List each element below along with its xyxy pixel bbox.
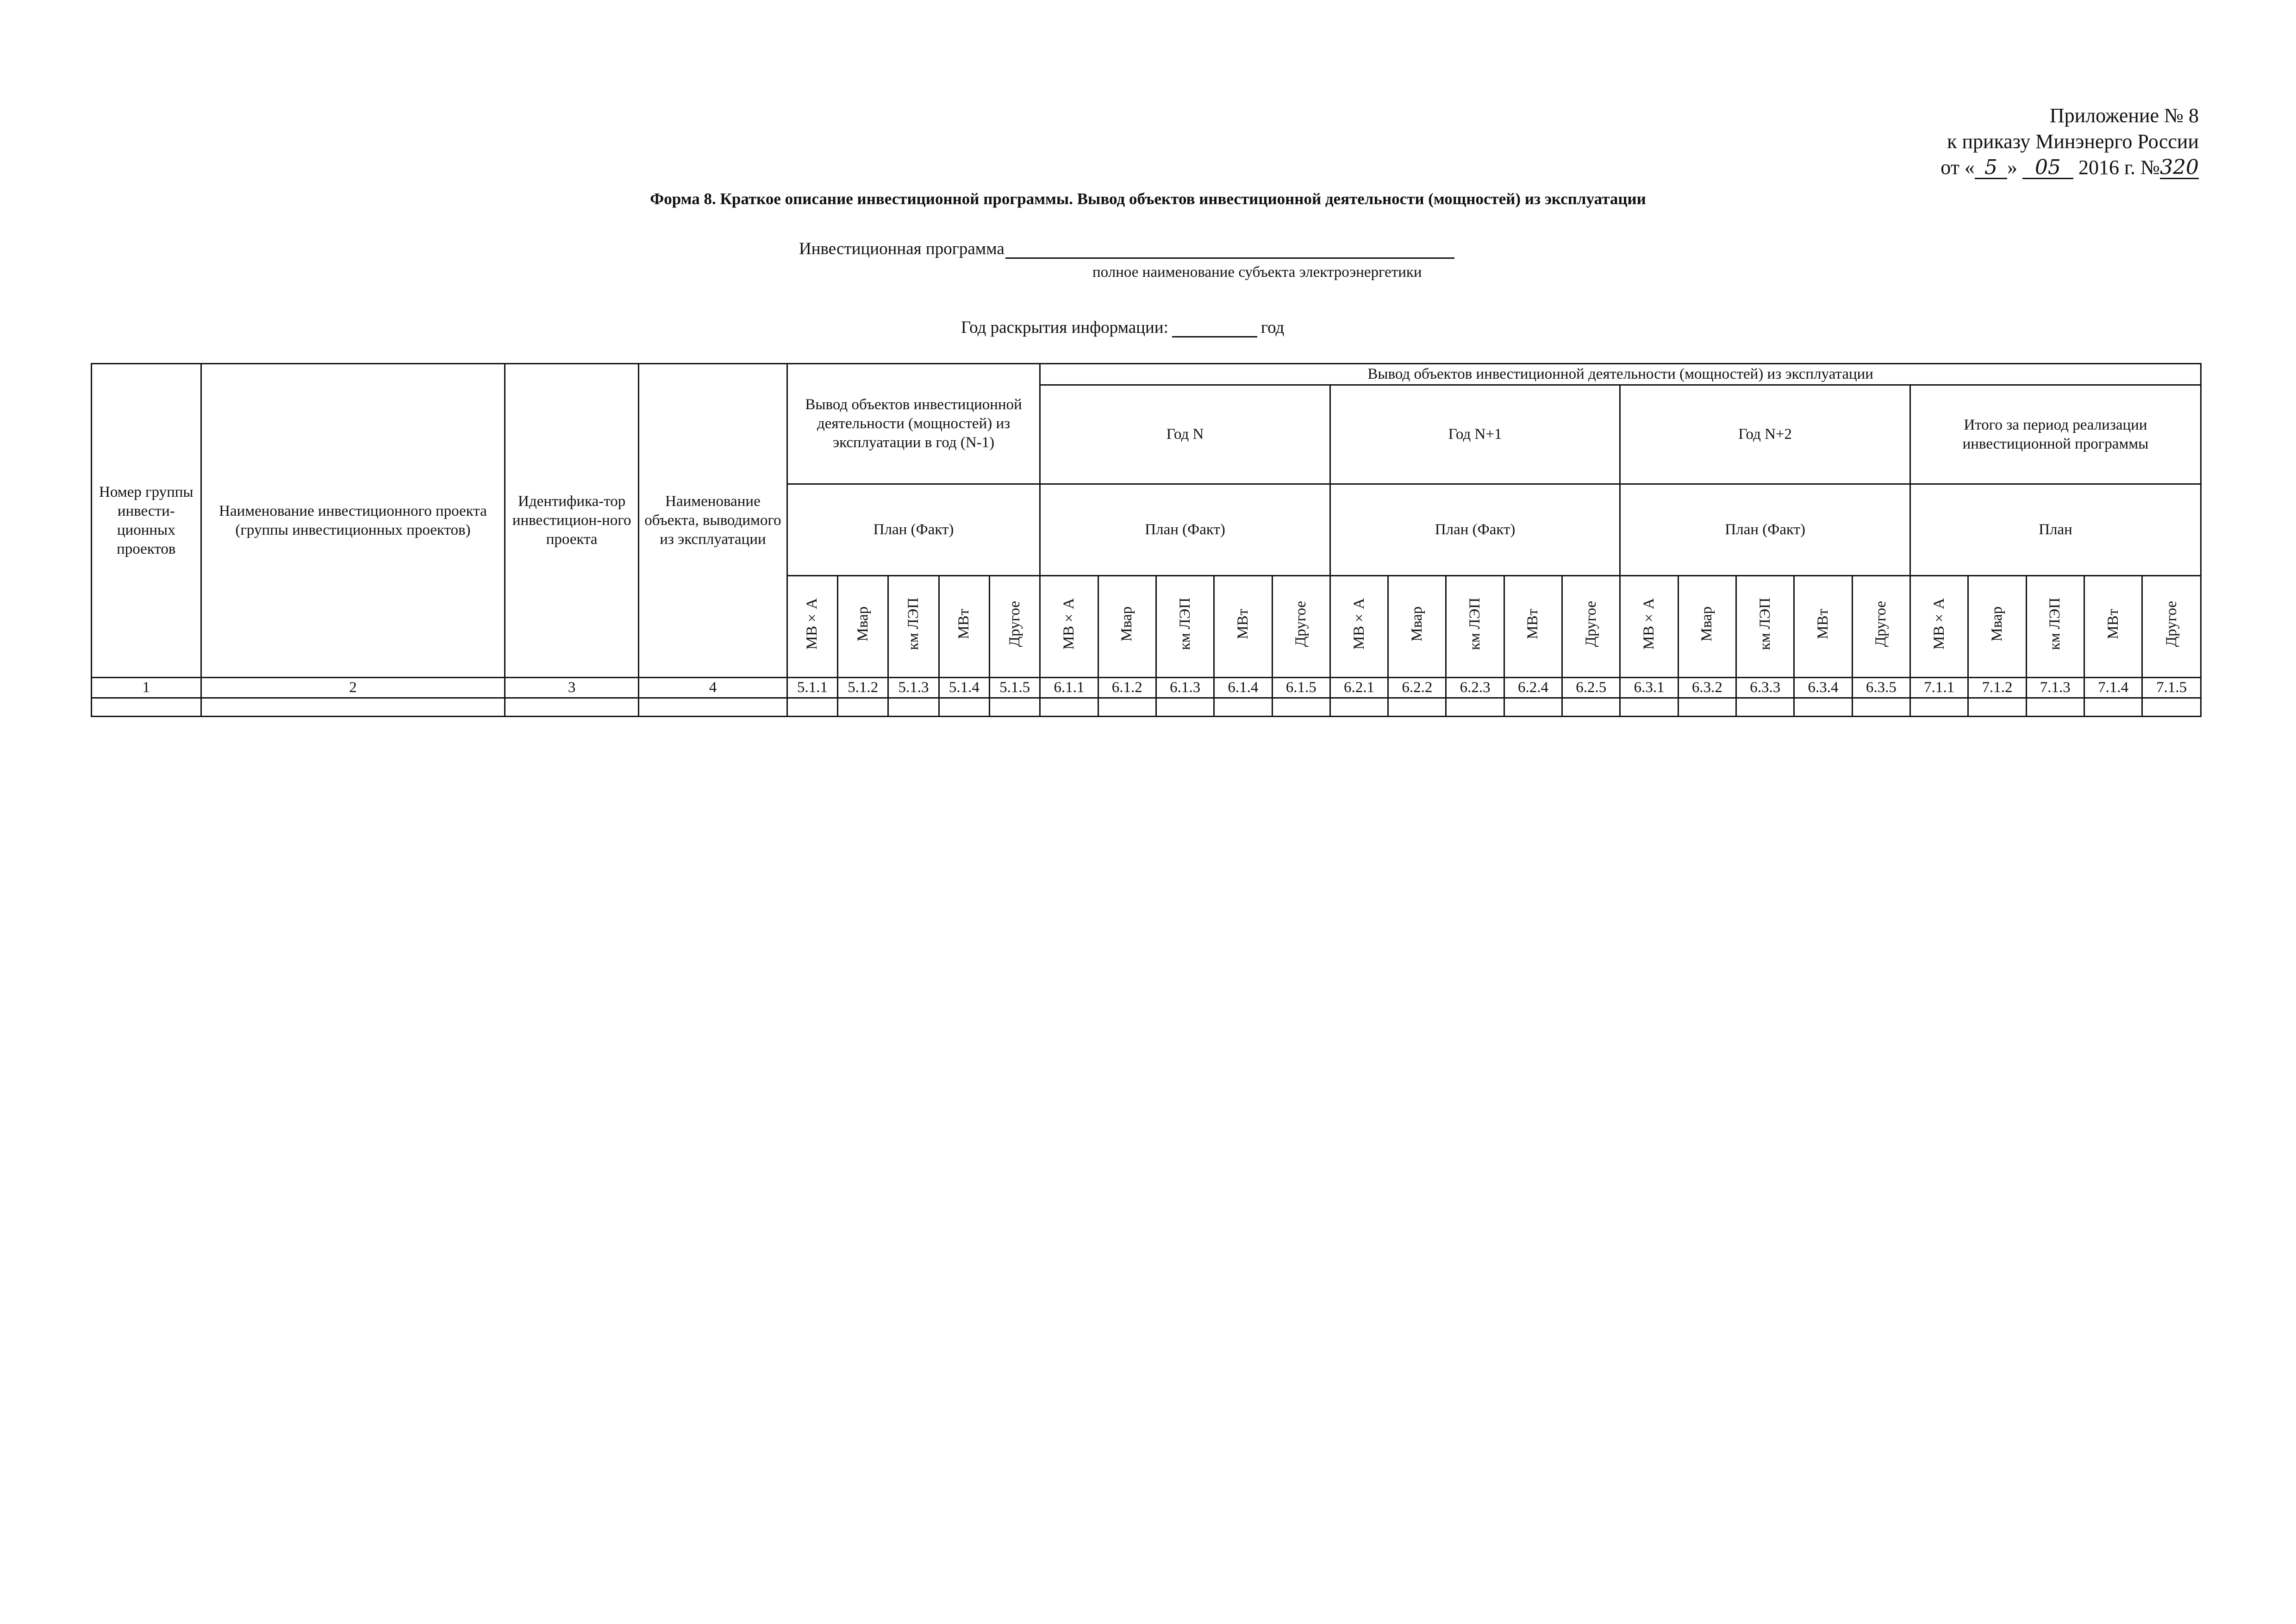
table-cell [201, 698, 505, 717]
column-number: 6.2.2 [1388, 678, 1446, 698]
header-prev-year: Вывод объектов инвестиционной деятельности (мощностей) из эксплуатации в год (N-1) [787, 364, 1040, 484]
column-number: 2 [201, 678, 505, 698]
unit-header: Мвар [1388, 576, 1446, 678]
column-number: 6.3.1 [1620, 678, 1678, 698]
table-cell [1330, 698, 1388, 717]
table-cell [1272, 698, 1330, 717]
header-plan-fact: План (Факт) [1620, 484, 1910, 576]
table-cell [1098, 698, 1156, 717]
program-line [799, 239, 1454, 259]
column-number: 5.1.4 [939, 678, 989, 698]
unit-header: МВт [1504, 576, 1562, 678]
table-cell [939, 698, 989, 717]
unit-header: км ЛЭП [1156, 576, 1214, 678]
column-number: 5.1.1 [787, 678, 837, 698]
table-cell [1620, 698, 1678, 717]
disclosure-blank [1172, 319, 1257, 337]
column-number: 7.1.1 [1910, 678, 1968, 698]
unit-header: км ЛЭП [888, 576, 939, 678]
header-project-name: Наименование инвестиционного проекта (группы инвестиционных проектов) [201, 364, 505, 678]
column-number: 5.1.5 [989, 678, 1040, 698]
header-total-period: Итого за период реализации инвестиционной программы [1910, 385, 2201, 484]
unit-header: МВт [2084, 576, 2142, 678]
annex-order: к приказу Минэнерго России [1947, 130, 2199, 153]
annex-block [1940, 103, 2199, 181]
column-number: 6.3.2 [1678, 678, 1736, 698]
unit-header: Мвар [1678, 576, 1736, 678]
annex-title: Приложение № 8 [2049, 104, 2199, 127]
annex-quote: » [2007, 156, 2017, 179]
column-number: 7.1.2 [1968, 678, 2026, 698]
unit-header: Другое [1272, 576, 1330, 678]
unit-header: МВт [1214, 576, 1272, 678]
column-number: 7.1.4 [2084, 678, 2142, 698]
disclosure-label: Год раскрытия информации: [961, 318, 1168, 337]
program-label: Инвестиционная программа [799, 239, 1004, 258]
table-cell [2084, 698, 2142, 717]
unit-header: МВ×А [1330, 576, 1388, 678]
header-plan-fact: План (Факт) [1040, 484, 1330, 576]
unit-header: Мвар [1968, 576, 2026, 678]
program-sublabel: полное наименование субъекта электроэнергетики [1092, 264, 1422, 281]
unit-header: МВт [1794, 576, 1852, 678]
unit-header: км ЛЭП [1446, 576, 1504, 678]
annex-day: 5 [1975, 157, 2007, 179]
table-cell [1388, 698, 1446, 717]
table-cell [1156, 698, 1214, 717]
table-cell [1214, 698, 1272, 717]
header-plan-fact: План (Факт) [787, 484, 1040, 576]
unit-header: МВ×А [787, 576, 837, 678]
column-number: 7.1.3 [2026, 678, 2084, 698]
unit-header: км ЛЭП [1736, 576, 1794, 678]
column-number: 1 [92, 678, 201, 698]
column-number: 6.2.3 [1446, 678, 1504, 698]
column-number: 6.2.5 [1562, 678, 1620, 698]
annex-number: 320 [2160, 156, 2199, 179]
column-number: 6.1.1 [1040, 678, 1098, 698]
header-year-n1: Год N+1 [1330, 385, 1620, 484]
header-object-name: Наименование объекта, выводимого из эксплуатации [639, 364, 787, 678]
disclosure-year-line [961, 318, 1284, 337]
form-title: Форма 8. Краткое описание инвестиционной программы. Вывод объектов инвестиционной деятельности (мощностей) из эксплуатации [650, 190, 1646, 208]
table-cell [1736, 698, 1794, 717]
column-number: 6.3.5 [1852, 678, 1910, 698]
column-number: 7.1.5 [2142, 678, 2201, 698]
table-cell [1040, 698, 1098, 717]
table-cell [1794, 698, 1852, 717]
table-cell [639, 698, 787, 717]
column-number: 5.1.3 [888, 678, 939, 698]
column-number: 6.1.5 [1272, 678, 1330, 698]
unit-header: МВ×А [1040, 576, 1098, 678]
unit-header: МВ×А [1620, 576, 1678, 678]
table-cell [505, 698, 639, 717]
column-number: 6.2.4 [1504, 678, 1562, 698]
column-numbers-row [92, 678, 2201, 698]
unit-header: Другое [1852, 576, 1910, 678]
column-number: 6.2.1 [1330, 678, 1388, 698]
unit-header: км ЛЭП [2026, 576, 2084, 678]
column-number: 6.3.4 [1794, 678, 1852, 698]
table-cell [989, 698, 1040, 717]
unit-header: Мвар [1098, 576, 1156, 678]
table-cell [1910, 698, 1968, 717]
table-cell [1968, 698, 2026, 717]
column-number: 5.1.2 [838, 678, 888, 698]
table-cell [1504, 698, 1562, 717]
column-number: 6.1.2 [1098, 678, 1156, 698]
unit-header: Другое [1562, 576, 1620, 678]
column-number: 6.1.3 [1156, 678, 1214, 698]
annex-month: 05 [2022, 157, 2073, 179]
column-number: 6.3.3 [1736, 678, 1794, 698]
unit-header: Другое [2142, 576, 2201, 678]
header-group-number: Номер группы инвести-ционных проектов [92, 364, 201, 678]
disclosure-suffix: год [1260, 318, 1285, 337]
table-cell [1852, 698, 1910, 717]
annex-from: от « [1940, 156, 1975, 179]
header-plan: План [1910, 484, 2201, 576]
annex-date-line [1940, 155, 2199, 181]
table-cell [888, 698, 939, 717]
form-table [91, 363, 2202, 717]
table-cell [1446, 698, 1504, 717]
column-number: 3 [505, 678, 639, 698]
table-cell [2026, 698, 2084, 717]
header-plan-fact: План (Факт) [1330, 484, 1620, 576]
table-row [92, 698, 2201, 717]
unit-header: МВт [939, 576, 989, 678]
unit-header: МВ×А [1910, 576, 1968, 678]
table-cell [1678, 698, 1736, 717]
annex-year: 2016 г. № [2078, 156, 2160, 179]
header-decommission-group: Вывод объектов инвестиционной деятельности (мощностей) из эксплуатации [1040, 364, 2201, 385]
column-number: 4 [639, 678, 787, 698]
table-cell [92, 698, 201, 717]
table-cell [787, 698, 837, 717]
table-cell [2142, 698, 2201, 717]
column-number: 6.1.4 [1214, 678, 1272, 698]
program-blank [1005, 240, 1454, 259]
header-project-id: Идентифика-тор инвестицион-ного проекта [505, 364, 639, 678]
header-year-n2: Год N+2 [1620, 385, 1910, 484]
header-year-n: Год N [1040, 385, 1330, 484]
unit-header: Мвар [838, 576, 888, 678]
unit-header: Другое [989, 576, 1040, 678]
table-cell [1562, 698, 1620, 717]
table-cell [838, 698, 888, 717]
